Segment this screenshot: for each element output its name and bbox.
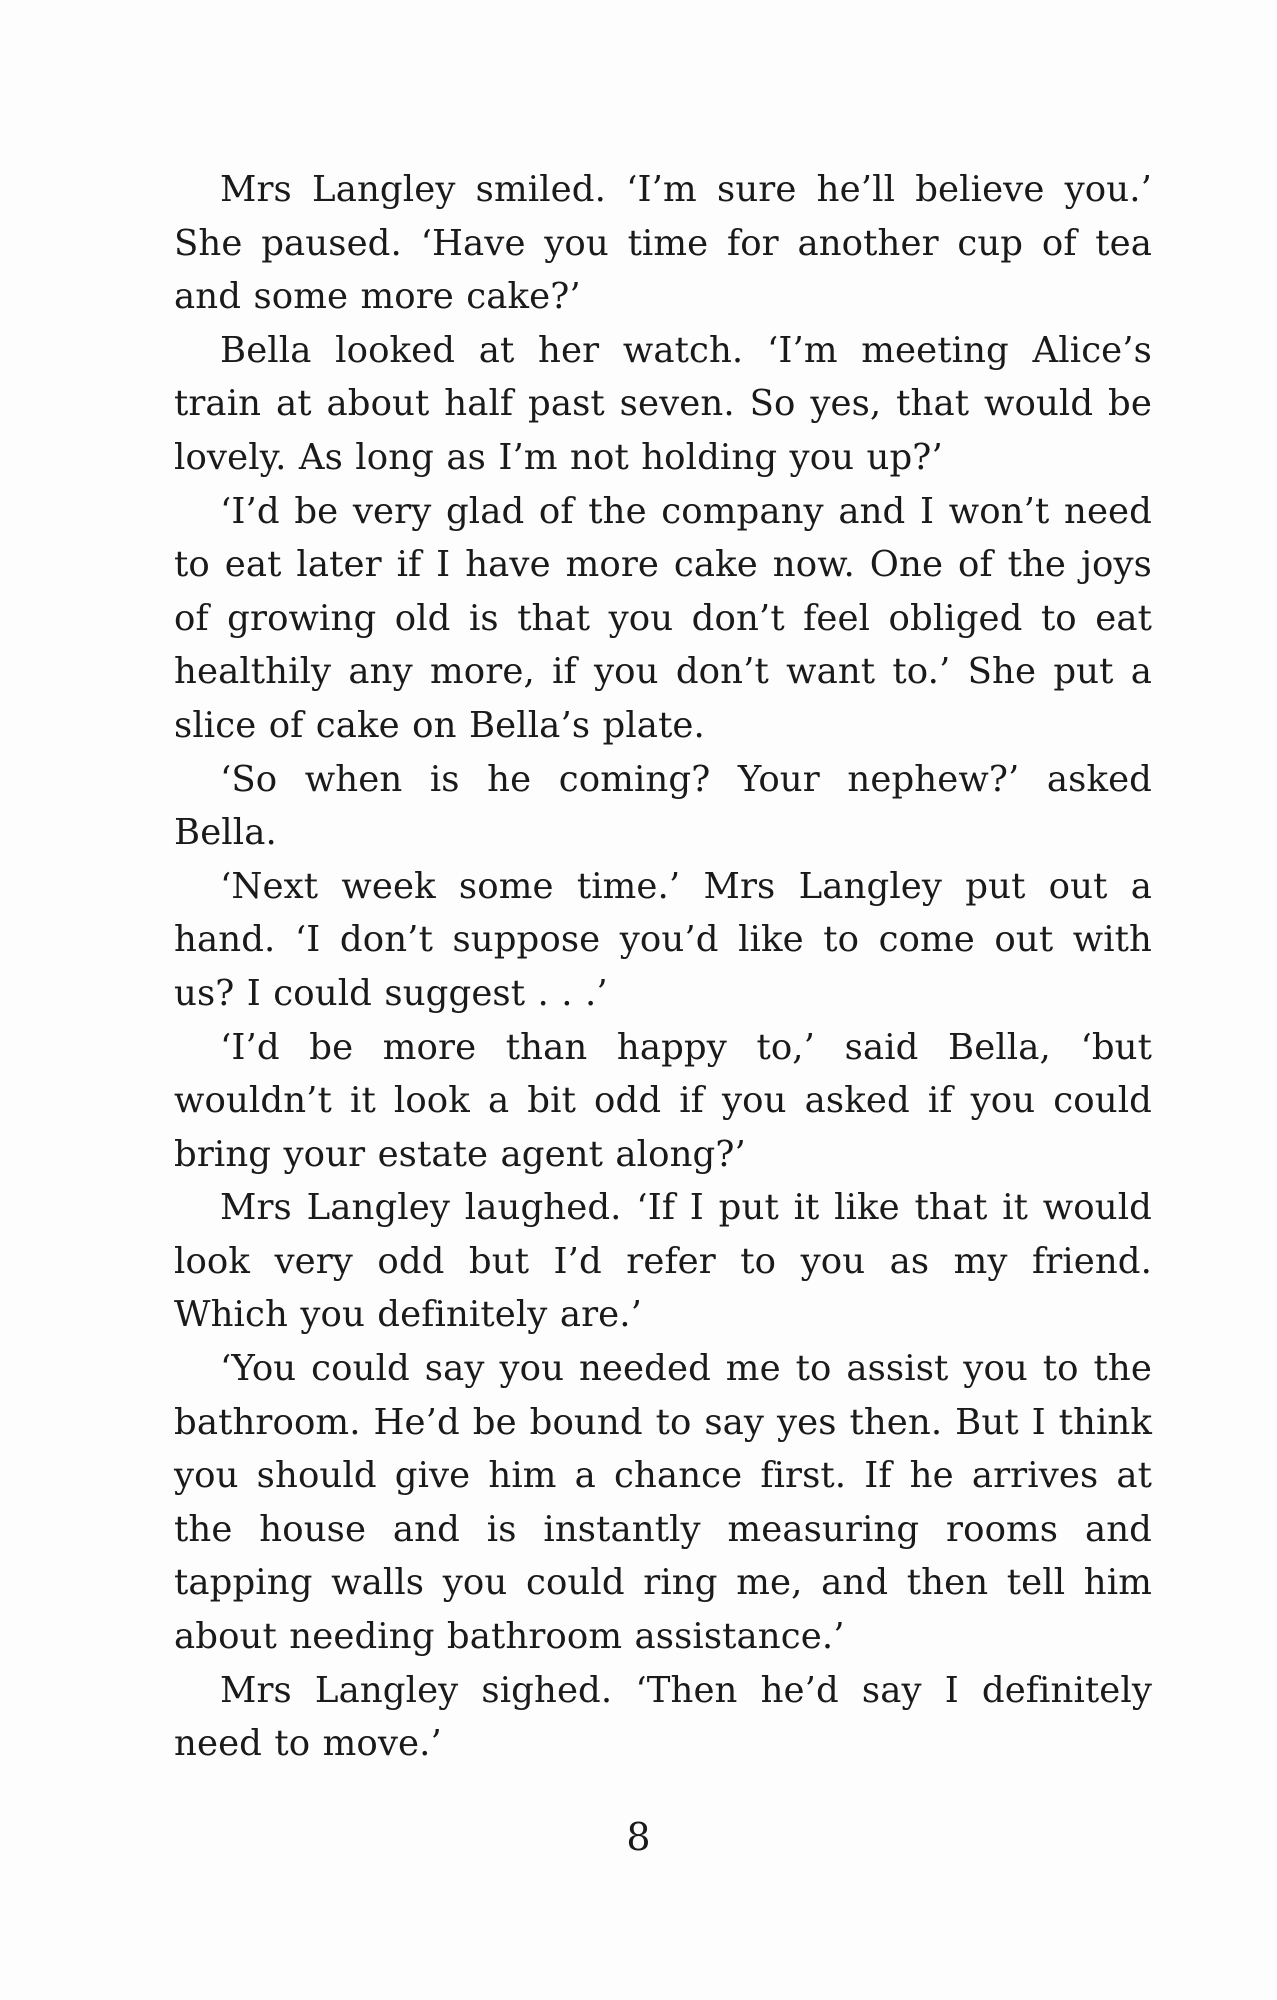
paragraph-3: ‘I’d be very glad of the company and I won’t need to eat later if I have more cake now. One of the joys of growing old is that you don’t feel obliged to eat healthily any more, if you don’t want to.’ She put a slice of cake on Bella’s plate. xyxy=(174,490,1152,746)
paragraph-9: Mrs Langley sighed. ‘Then he’d say I definitely need to move.’ xyxy=(174,1669,1152,1765)
paragraph-6: ‘I’d be more than happy to,’ said Bella, ‘but wouldn’t it look a bit odd if you asked if you could bring your estate agent along?’ xyxy=(174,1026,1152,1175)
page-number: 8 xyxy=(626,1815,651,1859)
paragraph-7: Mrs Langley laughed. ‘If I put it like that it would look very odd but I’d refer to you as my friend. Which you definitely are.’ xyxy=(174,1187,1152,1336)
paragraph-8: ‘You could say you needed me to assist you to the bathroom. He’d be bound to say yes then. But I think you should give him a chance first. If he arrives at the house and is instantly measuring rooms and tapping walls you could ring me, and then tell him about needing bathroom assistance.’ xyxy=(174,1348,1152,1658)
paragraph-4: ‘So when is he coming? Your nephew?’ asked Bella. xyxy=(174,758,1152,854)
paragraph-1: Mrs Langley smiled. ‘I’m sure he’ll believe you.’ She paused. ‘Have you time for another cup of tea and some more cake?’ xyxy=(174,169,1152,318)
paragraph-2: Bella looked at her watch. ‘I’m meeting Alice’s train at about half past seven. So yes, that would be lovely. As long as I’m not holding you up?’ xyxy=(174,329,1152,478)
paragraph-5: ‘Next week some time.’ Mrs Langley put out a hand. ‘I don’t suppose you’d like to come out with us? I could suggest . . .’ xyxy=(174,865,1152,1014)
body-text xyxy=(174,163,1152,1771)
